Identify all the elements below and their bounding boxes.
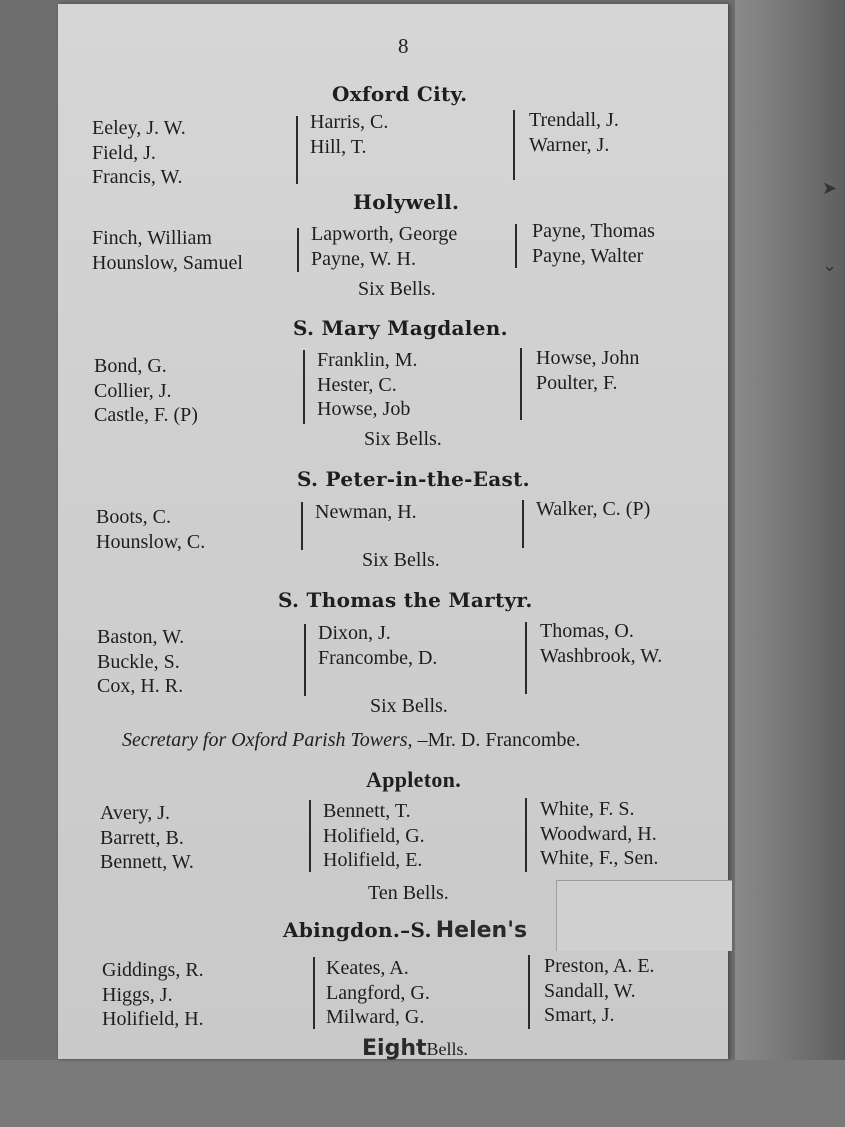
bells-count-s-thomas: Six Bells. <box>370 695 448 717</box>
column-divider <box>525 622 527 694</box>
oxford-city-col3 <box>529 108 619 157</box>
abingdon-col3 <box>544 954 655 1028</box>
column-divider <box>522 500 524 548</box>
ringer-name: Preston, A. E. <box>544 955 655 977</box>
ringer-name: Bennett, T. <box>323 800 411 822</box>
ringer-name: Hounslow, Samuel <box>92 251 243 274</box>
ringer-name: Giddings, R. <box>102 959 204 981</box>
s-thomas-col2 <box>318 621 437 670</box>
column-divider <box>528 955 530 1029</box>
column-divider <box>304 624 306 696</box>
ringer-name: Bennett, W. <box>100 851 194 873</box>
bells-count-s-peter: Six Bells. <box>362 549 440 571</box>
s-thomas-col1 <box>97 625 184 699</box>
s-peter-col2 <box>315 500 417 525</box>
ringer-name: Walker, C. (P) <box>536 498 651 520</box>
ringer-name: Payne, W. H. <box>311 247 416 270</box>
ringer-name: Barrett, B. <box>100 826 184 849</box>
appleton-col3 <box>540 797 658 871</box>
s-mary-magdalen-col2 <box>317 348 418 422</box>
s-peter-col1 <box>96 505 205 554</box>
ringer-name: Hounslow, C. <box>96 530 206 553</box>
column-divider <box>309 800 311 872</box>
ringer-name: Harris, C. <box>310 111 389 133</box>
column-divider <box>301 502 303 550</box>
column-divider <box>313 957 315 1029</box>
background-bottom <box>0 1060 845 1127</box>
section-heading-s-peter-in-the-east: S. Peter-in-the-East. <box>297 467 530 491</box>
abingdon-col1 <box>102 958 204 1032</box>
ringer-name: Milward, G. <box>326 1006 425 1028</box>
ringer-name: Warner, J. <box>529 133 610 156</box>
section-heading-s-mary-magdalen: S. Mary Magdalen. <box>293 316 508 340</box>
ringer-name: Langford, G. <box>326 981 430 1004</box>
ringer-name: Thomas, O. <box>540 620 634 642</box>
column-divider <box>515 224 517 268</box>
ringer-name: Boots, C. <box>96 506 172 528</box>
ringer-name: Bond, G. <box>94 355 167 377</box>
paper-slip <box>556 880 732 951</box>
section-heading-abingdon <box>283 918 527 943</box>
s-mary-magdalen-col1 <box>94 354 198 428</box>
ringer-name: Hill, T. <box>310 135 367 158</box>
ringer-name: Francombe, D. <box>318 646 438 669</box>
ringer-name: Payne, Walter <box>532 244 644 267</box>
holywell-col3 <box>532 219 655 268</box>
ringer-name: Francis, W. <box>92 166 183 188</box>
ringer-name: Baston, W. <box>97 626 185 648</box>
ringer-name: Castle, F. (P) <box>94 404 198 426</box>
column-divider <box>520 348 522 420</box>
ringer-name: Buckle, S. <box>97 650 180 673</box>
abingdon-printed-heading: Abingdon.–S. <box>283 918 432 942</box>
appleton-col1 <box>100 801 194 875</box>
ringer-name: Franklin, M. <box>317 349 418 371</box>
column-divider <box>525 798 527 872</box>
appleton-col2 <box>323 799 425 873</box>
oxford-city-col1 <box>92 116 186 190</box>
ringer-name: Smart, J. <box>544 1004 615 1026</box>
holywell-col1 <box>92 226 243 275</box>
ringer-name: Poulter, F. <box>536 371 618 394</box>
edge-mark: ⌄ <box>822 255 838 275</box>
column-divider <box>513 110 515 180</box>
ringer-name: Trendall, J. <box>529 109 619 131</box>
bells-count-s-mary-magdalen: Six Bells. <box>364 428 442 450</box>
ringer-name: Howse, Job <box>317 398 411 420</box>
ringer-name: White, F. S. <box>540 798 635 820</box>
ringer-name: White, F., Sen. <box>540 847 659 869</box>
ringer-name: Woodward, H. <box>540 822 657 845</box>
secretary-name: –Mr. D. Francombe. <box>412 729 581 751</box>
abingdon-handwritten-heading: Helen's <box>435 918 528 943</box>
secretary-line <box>122 729 580 752</box>
ringer-name: Howse, John <box>536 347 640 369</box>
column-divider <box>297 228 299 272</box>
section-heading-holywell: Holywell. <box>353 190 460 214</box>
ringer-name: Avery, J. <box>100 802 170 824</box>
ringer-name: Hester, C. <box>317 373 397 396</box>
holywell-col2 <box>311 222 457 271</box>
bells-count-holywell: Six Bells. <box>358 278 436 300</box>
ringer-name: Sandall, W. <box>544 979 636 1002</box>
ringer-name: Dixon, J. <box>318 622 391 644</box>
bells-count-appleton: Ten Bells. <box>368 882 449 904</box>
background-right <box>735 0 845 1127</box>
s-mary-magdalen-col3 <box>536 346 639 395</box>
ringer-name: Field, J. <box>92 141 156 164</box>
section-heading-s-thomas-the-martyr: S. Thomas the Martyr. <box>278 588 533 612</box>
column-divider <box>303 350 305 424</box>
bells-handwritten-count: Eight <box>362 1036 427 1061</box>
bells-printed-word: Bells. <box>426 1039 469 1059</box>
s-thomas-col3 <box>540 619 662 668</box>
page-number: 8 <box>398 34 409 58</box>
ringer-name: Payne, Thomas <box>532 220 655 242</box>
ringer-name: Eeley, J. W. <box>92 117 186 139</box>
ringer-name: Newman, H. <box>315 501 417 523</box>
ringer-name: Finch, William <box>92 227 212 249</box>
ringer-name: Higgs, J. <box>102 983 173 1006</box>
section-heading-oxford-city: Oxford City. <box>332 82 468 106</box>
s-peter-col3 <box>536 497 650 522</box>
ringer-name: Keates, A. <box>326 957 409 979</box>
ringer-name: Washbrook, W. <box>540 644 663 667</box>
abingdon-col2 <box>326 956 430 1030</box>
bells-count-abingdon <box>362 1036 468 1061</box>
ringer-name: Lapworth, George <box>311 223 458 245</box>
ringer-name: Cox, H. R. <box>97 675 184 697</box>
secretary-label: Secretary for Oxford Parish Towers, <box>122 729 413 751</box>
ringer-name: Collier, J. <box>94 379 172 402</box>
oxford-city-col2 <box>310 110 388 159</box>
edge-mark: ➤ <box>822 178 838 198</box>
section-heading-appleton: Appleton. <box>366 767 461 792</box>
ringer-name: Holifield, H. <box>102 1008 204 1030</box>
ringer-name: Holifield, E. <box>323 849 423 871</box>
column-divider <box>296 116 298 184</box>
ringer-name: Holifield, G. <box>323 824 425 847</box>
